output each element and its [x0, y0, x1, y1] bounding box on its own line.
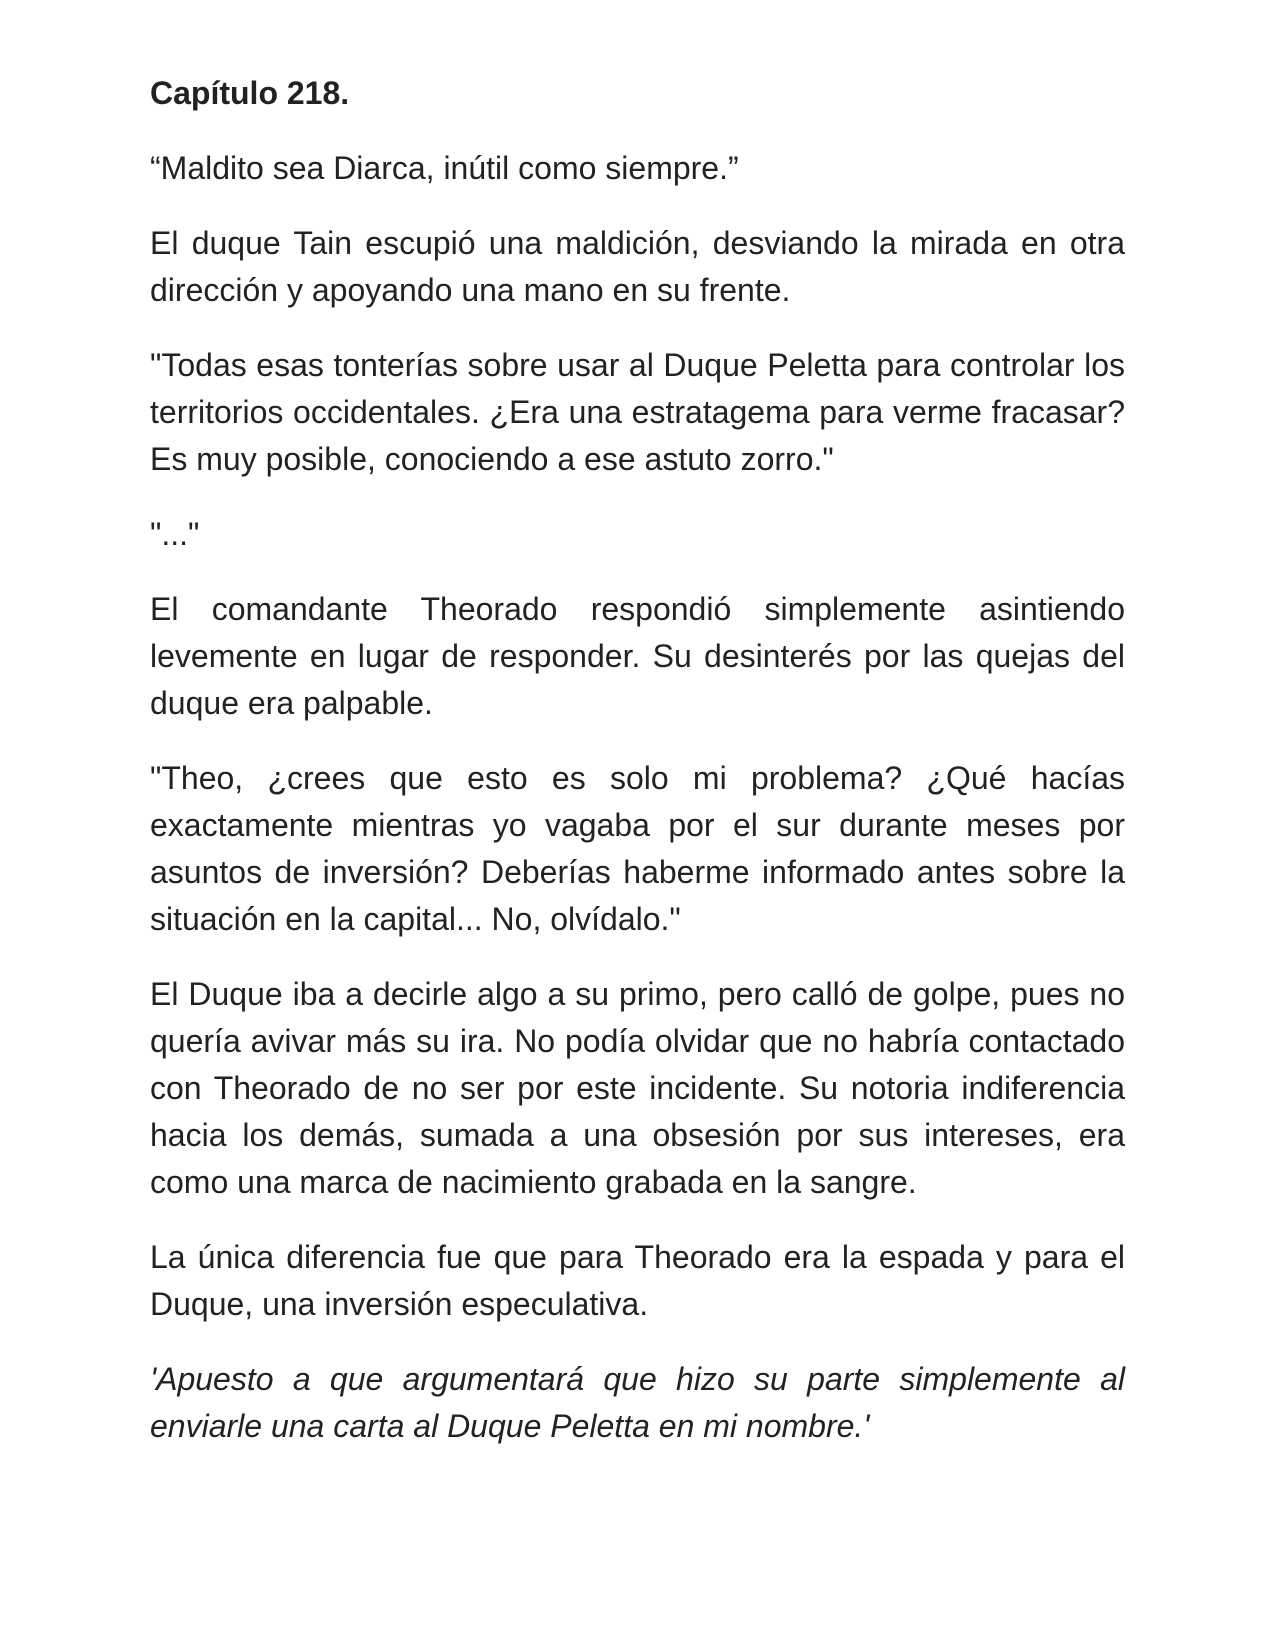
paragraph-2: El duque Tain escupió una maldición, desviando la mirada en otra dirección y apoyando una mano en su frente. — [150, 225, 1125, 308]
paragraph-4: "..." — [150, 516, 200, 552]
paragraph-9: 'Apuesto a que argumentará que hizo su parte simplemente al enviarle una carta al Duque Peletta en mi nombre.' — [150, 1361, 1125, 1444]
paragraph-1: “Maldito sea Diarca, inútil como siempre.” — [150, 150, 739, 186]
paragraph-3: "Todas esas tonterías sobre usar al Duque Peletta para controlar los territorios occidentales. ¿Era una estratagema para verme fracasar? Es muy posible, conociendo a ese astuto zorro." — [150, 347, 1125, 477]
paragraph-7: El Duque iba a decirle algo a su primo, pero calló de golpe, pues no quería avivar más su ira. No podía olvidar que no habría contactado con Theorado de no ser por este incidente. Su notoria indiferencia hacia los demás, sumada a una obsesión por sus intereses, era como una marca de nacimiento grabada en la sangre. — [150, 976, 1125, 1200]
paragraph-5: El comandante Theorado respondió simplemente asintiendo levemente en lugar de responder. Su desinterés por las quejas del duque era palpable. — [150, 591, 1125, 721]
chapter-title: Capítulo 218. — [150, 75, 350, 111]
paragraph-8: La única diferencia fue que para Theorado era la espada y para el Duque, una inversión especulativa. — [150, 1239, 1125, 1322]
paragraph-6: "Theo, ¿crees que esto es solo mi problema? ¿Qué hacías exactamente mientras yo vagaba por el sur durante meses por asuntos de inversión? Deberías haberme informado antes sobre la situación en la capital... No, olvídalo." — [150, 760, 1125, 937]
document-page — [150, 70, 1125, 1478]
